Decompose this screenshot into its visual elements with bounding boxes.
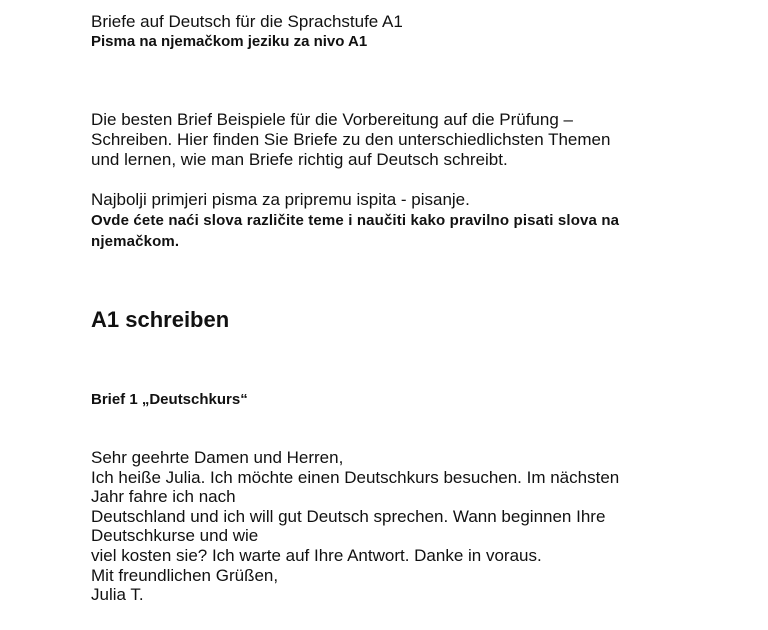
document-title-bosnian: Pisma na njemačkom jeziku za nivo A1 [91, 33, 368, 50]
letter-line: Ich heiße Julia. Ich möchte einen Deutschkurs besuchen. Im nächsten [91, 467, 620, 487]
intro-german-line: Die besten Brief Beispiele für die Vorbereitung auf die Prüfung – [91, 110, 573, 129]
intro-paragraph-german [91, 110, 691, 170]
letter-line: Mit freundlichen Grüßen, [91, 565, 279, 585]
document-title-german: Briefe auf Deutsch für die Sprachstufe A1 [91, 12, 403, 31]
letter-line: Jahr fahre ich nach [91, 487, 236, 507]
letter-line: Sehr geehrte Damen und Herren, [91, 448, 344, 467]
intro-bosnian-bold-line: njemačkom. [91, 233, 180, 250]
section-heading: A1 schreiben [91, 307, 230, 332]
document-page [91, 12, 691, 605]
letter-line: Deutschkurse und wie [91, 526, 259, 546]
letter-line: Deutschland und ich will gut Deutsch sprechen. Wann beginnen Ihre [91, 506, 606, 526]
letter-body [91, 448, 691, 605]
intro-german-line: und lernen, wie man Briefe richtig auf Deutsch schreibt. [91, 150, 508, 169]
letter-line: viel kosten sie? Ich warte auf Ihre Antwort. Danke in voraus. [91, 545, 542, 565]
intro-bosnian-bold-line: Ovde ćete naći slova različite teme i naučiti kako pravilno pisati slova na [91, 212, 620, 229]
intro-german-line: Schreiben. Hier finden Sie Briefe zu den unterschiedlichsten Themen [91, 130, 611, 149]
letter-title: Brief 1 „Deutschkurs“ [91, 391, 248, 408]
letter-line: Julia T. [91, 585, 144, 605]
intro-paragraph-bosnian: Najbolji primjeri pisma za pripremu ispita - pisanje. [91, 190, 470, 209]
intro-paragraph-bosnian-bold [91, 210, 691, 252]
